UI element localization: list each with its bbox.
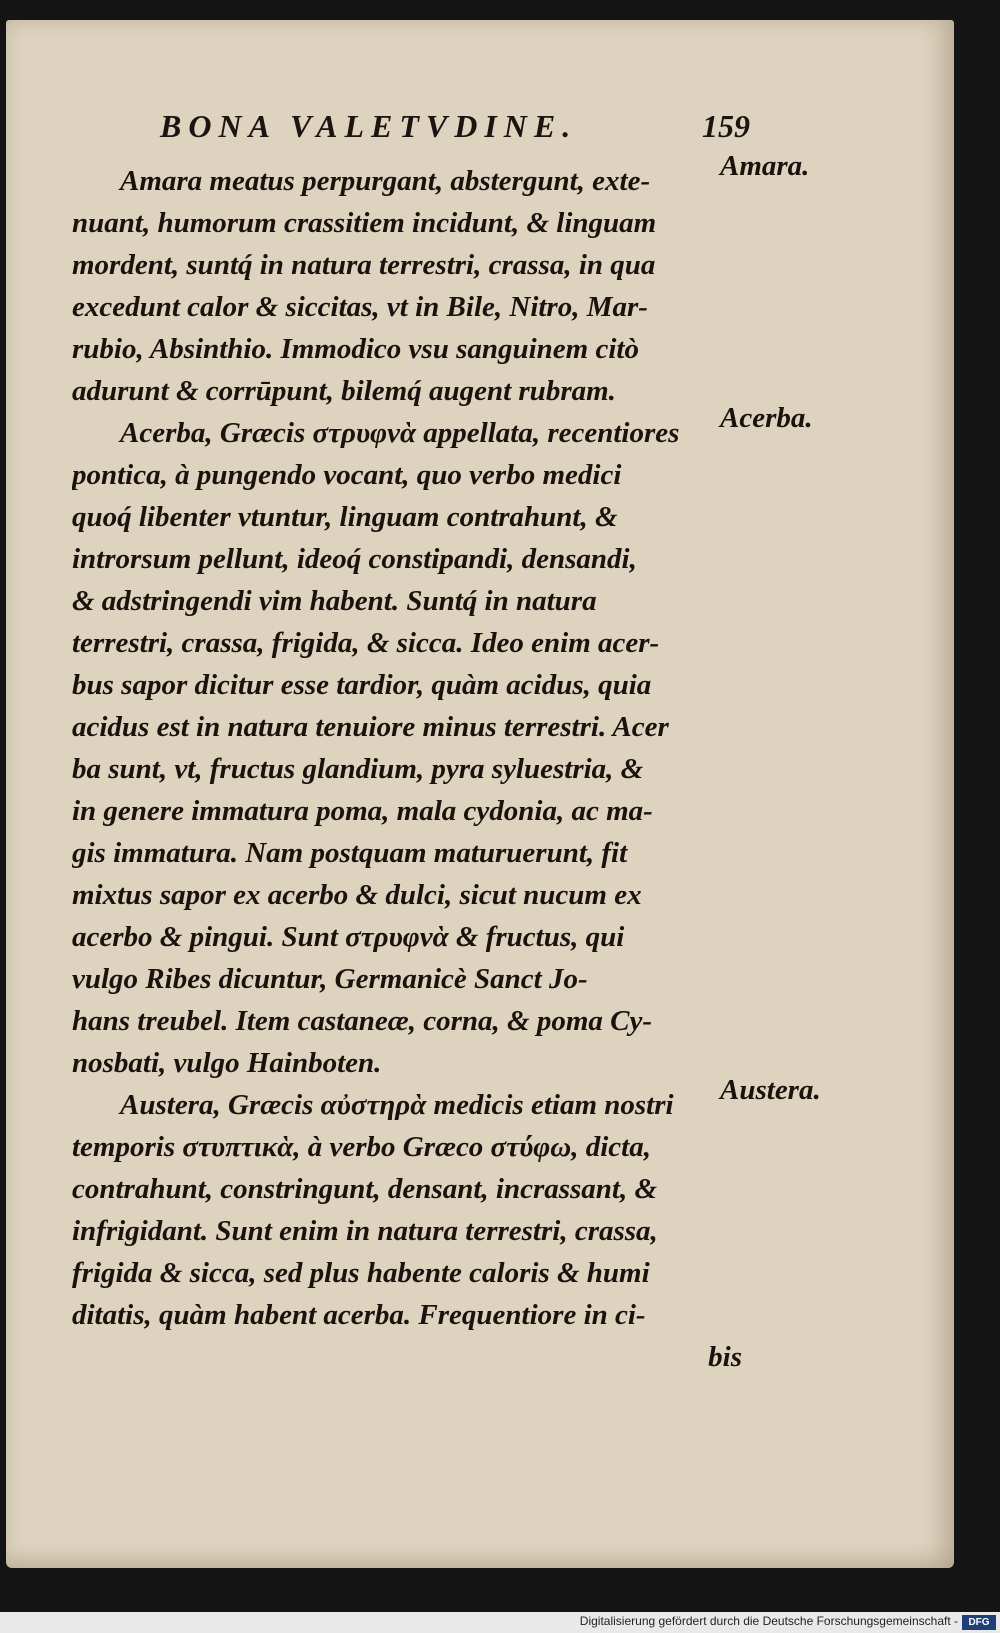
text-line: nosbati, vulgo Hainboten.	[72, 1047, 382, 1079]
margin-note-austera: Austera.	[720, 1074, 821, 1106]
text-line: acerbo & pingui. Sunt στρυφνὰ & fructus, qui	[72, 921, 625, 953]
text-line: infrigidant. Sunt enim in natura terrestri, crassa,	[72, 1215, 658, 1247]
footer-strip	[0, 1612, 1000, 1633]
text-line: gis immatura. Nam postquam maturuerunt, fit	[72, 837, 628, 869]
text-line: hans treubel. Item castaneæ, corna, & poma Cy-	[72, 1005, 653, 1037]
text-line: ba sunt, vt, fructus glandium, pyra syluestria, &	[72, 753, 644, 785]
text-line: Acerba, Græcis στρυφνὰ appellata, recentiores	[120, 417, 680, 449]
text-line: & adstringendi vim habent. Suntq́ in natura	[72, 585, 597, 617]
text-line: introrsum pellunt, ideoq́ constipandi, densandi,	[72, 543, 637, 575]
page-number: 159	[702, 108, 750, 144]
text-line: ditatis, quàm habent acerba. Frequentiore in ci-	[72, 1299, 646, 1331]
catchword: bis	[708, 1341, 742, 1373]
text-line: quoq́ libenter vtuntur, linguam contrahunt, &	[72, 501, 618, 533]
running-head	[160, 108, 750, 148]
text-line: frigida & sicca, sed plus habente caloris & humi	[72, 1257, 650, 1289]
text-line: terrestri, crassa, frigida, & sicca. Ideo enim acer-	[72, 627, 660, 659]
text-line: temporis στυπτικὰ, à verbo Græco στύφω, dicta,	[72, 1131, 651, 1163]
text-line: rubio, Absinthio. Immodico vsu sanguinem citò	[72, 333, 639, 365]
margin-note-acerba: Acerba.	[720, 402, 813, 434]
text-line: acidus est in natura tenuiore minus terrestri. Acer	[72, 711, 669, 743]
footer-credit: Digitalisierung gefördert durch die Deutsche Forschungsgemeinschaft -	[579, 1614, 958, 1628]
text-line: mixtus sapor ex acerbo & dulci, sicut nucum ex	[72, 879, 642, 911]
running-head-title: BONA VALETVDINE.	[160, 108, 578, 144]
text-line: nuant, humorum crassitiem incidunt, & linguam	[72, 207, 657, 239]
text-line: bus sapor dicitur esse tardior, quàm acidus, quia	[72, 669, 652, 701]
text-line: Amara meatus perpurgant, abstergunt, exte-	[120, 165, 651, 197]
text-line: adurunt & corrūpunt, bilemq́ augent rubram.	[72, 375, 616, 407]
text-line: in genere immatura poma, mala cydonia, ac ma-	[72, 795, 653, 827]
text-line: excedunt calor & siccitas, vt in Bile, Nitro, Mar-	[72, 291, 648, 323]
text-line: vulgo Ribes dicuntur, Germanicè Sanct Jo-	[72, 963, 588, 995]
body-text	[72, 160, 742, 1378]
text-line: Austera, Græcis αὐστηρὰ medicis etiam nostri	[120, 1089, 674, 1121]
dfg-logo: DFG	[962, 1615, 996, 1630]
margin-note-amara: Amara.	[720, 150, 810, 182]
text-line: contrahunt, constringunt, densant, incrassant, &	[72, 1173, 658, 1205]
text-line: pontica, à pungendo vocant, quo verbo medici	[72, 459, 622, 491]
text-line: mordent, suntq́ in natura terrestri, crassa, in qua	[72, 249, 656, 281]
